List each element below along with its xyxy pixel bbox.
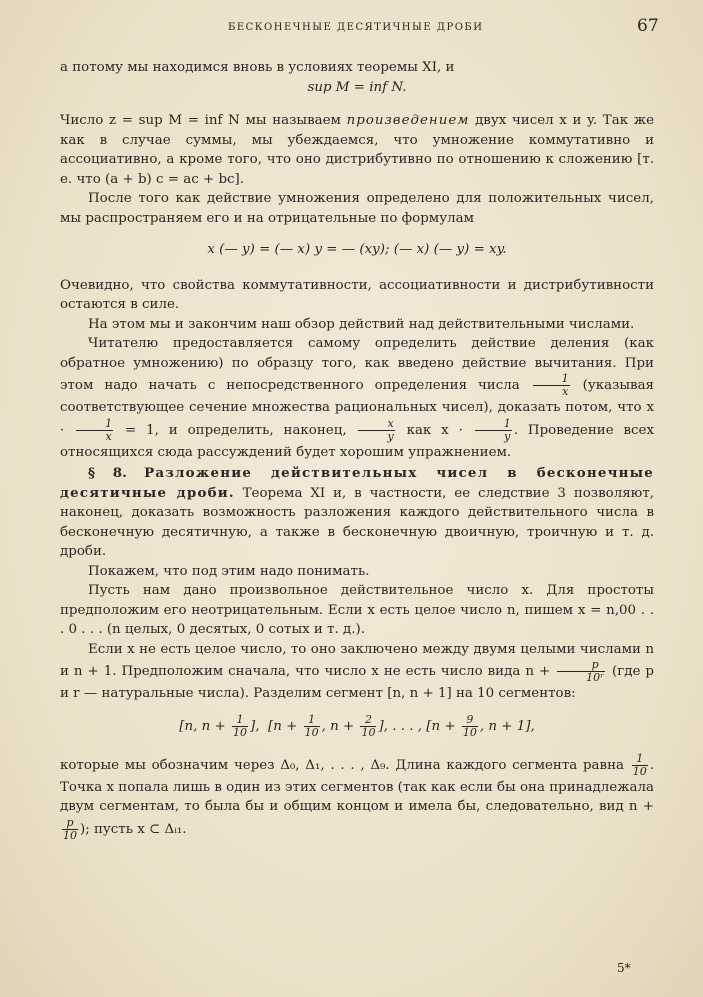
paragraph: Число z = sup M = inf N мы называем произведением двух чисел x и y. Так же как в случае суммы, мы убеждаемся, что умножение коммутативно и ассоциативно, а кроме того, что оно дистрибутивно по отношению к сложению [т. е. что (a + b) c = ac + bc].	[60, 113, 654, 187]
paragraph: Покажем, что под этим надо понимать.	[88, 563, 370, 579]
segment-list: [n, n + $\frac{1}{10}$ ], [n + $\frac{1}{10}$ , n + $\frac{2}{10}$ ], . . . , [n + $\frac{9}{10}$ , n + 1],	[179, 712, 535, 739]
emphasized-term: произведением	[346, 113, 470, 128]
fraction: $\frac{1}{10}$	[632, 751, 647, 778]
paragraph: Если x не есть целое число, то оно заключено между двумя целыми числами n и n + 1. Предположим сначала, что число x не есть число вида n + $\frac{p}{\text{10ʳ}}$ (где p и r — натуральные числа). Разделим сегмент [n, n + 1] на 10 сегментов:	[60, 641, 654, 701]
paragraph: а потому мы находимся вновь в условиях теоремы XI, и	[60, 60, 455, 75]
section-label: § 8.	[88, 465, 127, 481]
section-paragraph: § 8. Разложение действительных чисел в бесконечные десятичные дроби. Теорема XI и, в частности, ее следствие 3 позволяют, наконец, доказать возможность разложения каждого действительного числа в бесконечную десятичную, а также в бесконечную двоичную, троичную и т. д. дроби.	[60, 465, 654, 559]
paragraph: На этом мы и закончим наш обзор действий над действительными числами.	[88, 316, 635, 332]
fraction: $\frac{x}{y}$	[358, 418, 394, 443]
body-text	[60, 58, 654, 842]
fraction: $\frac{1}{y}$	[475, 418, 512, 443]
paragraph: которые мы обозначим через Δ₀, Δ₁, . . . , Δ₉. Длина каждого сегмента равна $\frac{1}{10}$ . Точка x попала лишь в один из этих сегментов (так как если бы она принадлежала двум сегментам, то была бы и общим концом и имела бы, следовательно, вид n + $\frac{p}{10}$ ); пусть x ⊂ Δᵢ₁.	[60, 751, 654, 842]
fraction: $\frac{p}{\text{10ʳ}}$	[557, 659, 605, 684]
fraction: $\frac{p}{10}$	[63, 815, 77, 842]
paragraph: Читателю предоставляется самому определить действие деления (как обратное умножению) по образцу того, как введено действие вычитания. При этом надо начать с непосредственного определения числа $\frac{1}{x}$ (указывая соответствующее сечение множества рациональных чисел), доказать потом, что x · $\frac{1}{x}$ = 1, и определить, наконец, $\frac{x}{y}$ как x · $\frac{1}{y}$ . Проведение всех относящихся сюда рассуждений будет хорошим упражнением.	[60, 336, 655, 460]
section-title: Разложение действительных чисел в бесконечные десятичные дроби.	[60, 465, 654, 501]
fraction: $\frac{2}{10}$	[361, 712, 376, 739]
fraction: $\frac{1}{x}$	[76, 418, 113, 443]
equation: x (— y) = (— x) y = — (xy); (— x) (— y) = xy.	[207, 242, 507, 257]
paragraph: После того как действие умножения определено для положительных чисел, мы распространяем его и на отрицательные по формулам	[60, 191, 654, 226]
signature-mark: 5*	[617, 961, 631, 975]
paragraph: Очевидно, что свойства коммутативности, ассоциативности и дистрибутивности остаются в силе.	[60, 277, 654, 312]
equation: sup M = inf N.	[307, 79, 407, 95]
running-header: БЕСКОНЕЧНЫЕ ДЕСЯТИЧНЫЕ ДРОБИ	[228, 22, 484, 33]
paragraph: Пусть нам дано произвольное действительное число x. Для простоты предположим его неотрицательным. Если x есть целое число n, пишем x = n,00 . . . 0 . . . (n целых, 0 десятых, 0 сотых и т. д.).	[60, 583, 654, 637]
fraction: $\frac{1}{x}$	[533, 373, 570, 398]
fraction: $\frac{9}{10}$	[462, 712, 477, 739]
fraction: $\frac{1}{10}$	[232, 712, 247, 739]
page-number: 67	[637, 16, 659, 36]
fraction: $\frac{1}{10}$	[304, 712, 319, 739]
